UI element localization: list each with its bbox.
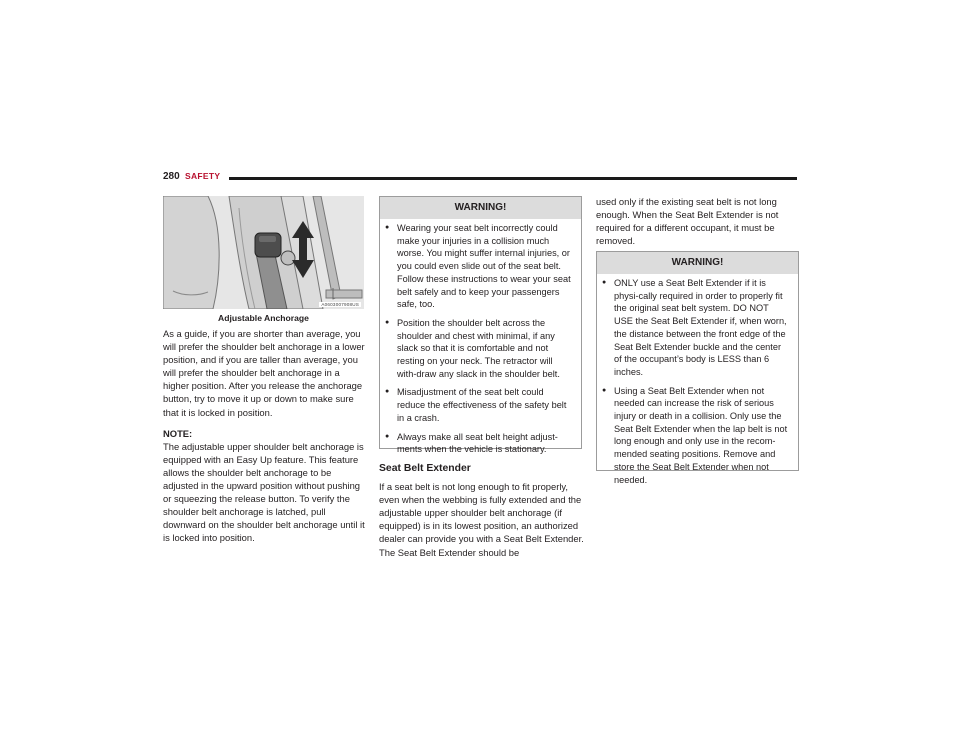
column-left: [163, 327, 368, 545]
warning-item: ● ONLY use a Seat Belt Extender if it is physi-cally required in order to properly fit the original seat belt system. DO NOT USE the Seat Belt Extender if, when worn, the distance between the front edge of the Seat Belt Extender buckle and the center of the occupant’s body is LESS than 6 inches.: [597, 277, 788, 379]
page-number: 280: [163, 171, 180, 182]
warning-item: ● Always make all seat belt height adjust-ments when the vehicle is stationary.: [380, 431, 571, 456]
section-heading-seat-belt-extender: Seat Belt Extender: [379, 463, 471, 474]
column-middle: [379, 462, 587, 565]
extender-paragraph: If a seat belt is not long enough to fit properly, even when the webbing is fully extended and the adjustable upper shoulder belt anchorage (if equipped) is in its lowest position, an authorized dealer can provide you with a Seat Belt Extender. The Seat Belt Extender should be: [379, 481, 584, 558]
warning-box-seat-belt: [379, 196, 582, 455]
warning-item: ● Misadjustment of the seat belt could reduce the effectiveness of the safety belt in a crash.: [380, 386, 571, 424]
warning-title: WARNING!: [597, 252, 798, 274]
column-right: [596, 195, 801, 253]
extender-continued-paragraph: used only if the existing seat belt is not long enough. When the Seat Belt Extender is not required for a different occupant, it must be removed.: [596, 196, 779, 247]
page-header: [163, 171, 797, 185]
note-block: [163, 427, 368, 545]
header-rule: [229, 177, 797, 180]
warning-item: ● Position the shoulder belt across the shoulder and chest with minimal, if any slack so that it is comfortable and not resting on your neck. The retractor will with-draw any slack in the shoulder belt.: [380, 317, 571, 381]
warning-title: WARNING!: [380, 197, 581, 219]
figure-code: A0603007908US: [321, 302, 359, 307]
warning-item: ● Using a Seat Belt Extender when not needed can increase the risk of serious injury or death in a collision. Only use the Seat Belt Extender when the lap belt is not long enough and only use in the recom-mended seating positions. Remove and store the Seat Belt Extender when not needed.: [597, 385, 788, 487]
note-label: NOTE:: [163, 427, 193, 439]
warning-item: ● Wearing your seat belt incorrectly could make your injuries in a collision much worse. You might suffer internal injuries, or you could even slide out of the seat belt. Follow these instructions to wear your seat belt safely and to keep your passengers safe, too.: [380, 222, 571, 311]
figure-caption: Adjustable Anchorage: [218, 313, 309, 323]
anchorage-drawing: [163, 196, 364, 309]
warning-box-extender: [596, 251, 799, 485]
anchorage-guide-paragraph: As a guide, if you are shorter than average, you will prefer the shoulder belt anchorage in a lower position, and if you are taller than average, you will prefer the shoulder belt anchorage in a higher position. After you release the anchorage button, try to move it up or down to make sure that it is locked in position.: [163, 328, 365, 418]
adjustable-anchorage-illustration: [163, 196, 364, 309]
section-title: SAFETY: [185, 171, 221, 181]
warning-list: [380, 222, 581, 456]
warning-list: [597, 277, 798, 486]
note-text: The adjustable upper shoulder belt anchorage is equipped with an Easy Up feature. This feature allows the shoulder belt anchorage to be adjusted in the upward position without pushing or squeezing the release button. To verify the shoulder belt anchorage is latched, pull downward on the shoulder belt anchorage until it is locked into position.: [163, 440, 365, 544]
